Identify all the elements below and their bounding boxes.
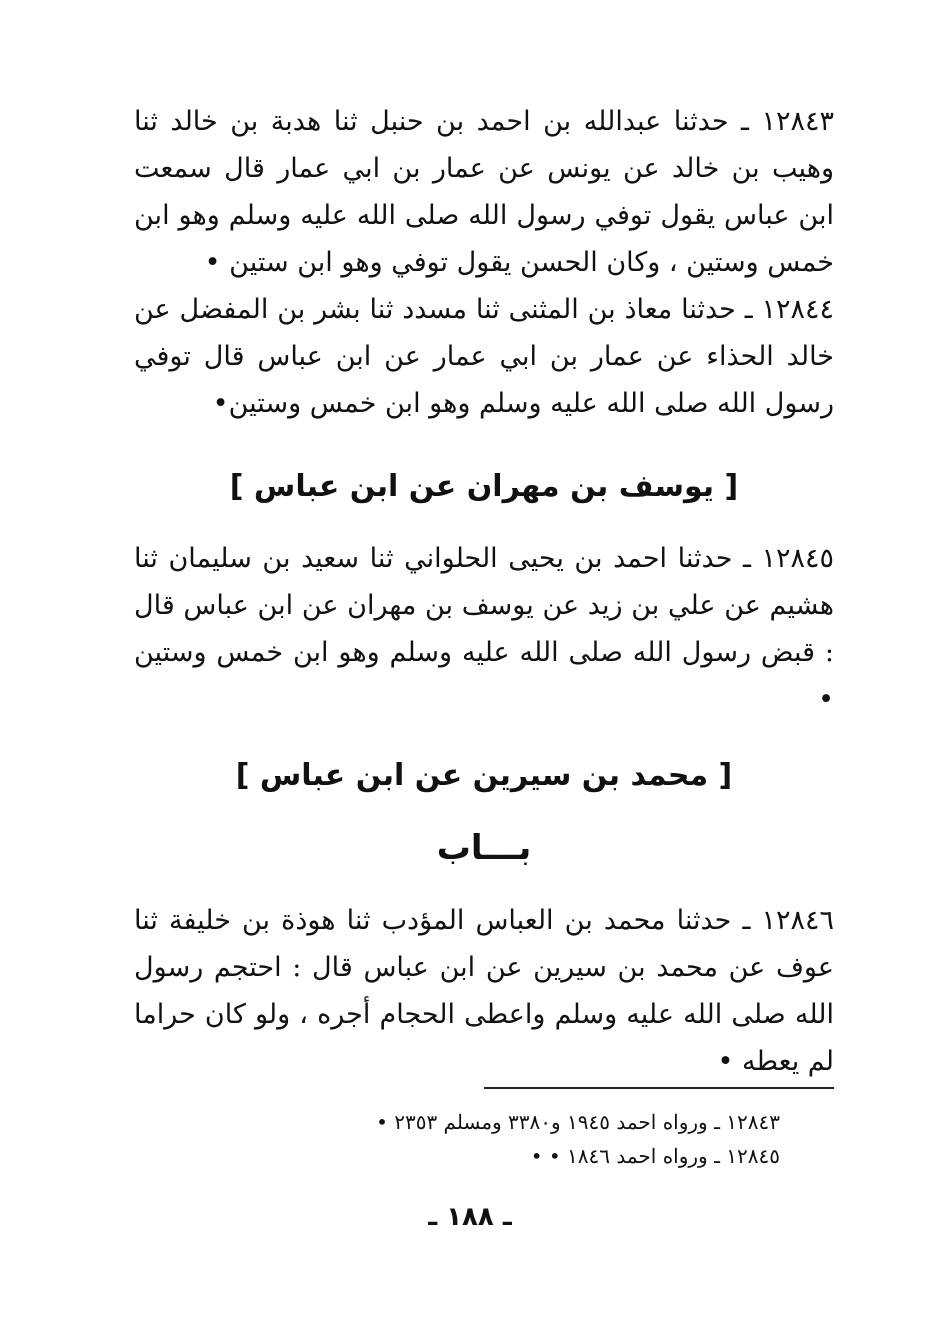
hadith-12844: ١٢٨٤٤ ـ حدثنا معاذ بن المثنى ثنا مسدد ثنا بشر بن المفضل عن خالد الحذاء عن عمار بن ابي عمار عن ابن عباس قال توفي رسول الله صلى الله عليه وسلم وهو ابن خمس وستين• bbox=[134, 294, 834, 419]
hadith-12846: ١٢٨٤٦ ـ حدثنا محمد بن العباس المؤدب ثنا هوذة بن خليفة ثنا عوف عن محمد بن سيرين عن ابن عباس قال : احتجم رسول الله صلى الله عليه وسلم واعطى الحجام أجره ، ولو كان حراما لم يعطه • bbox=[134, 905, 834, 1077]
footnote-divider bbox=[484, 1087, 834, 1089]
section-heading-yusuf: [ يوسف بن مهران عن ابن عباس ] bbox=[229, 469, 739, 504]
chapter-heading-bab: بـــاب bbox=[436, 828, 532, 868]
section-heading-muhammad: [ محمد بن سيرين عن ابن عباس ] bbox=[235, 758, 733, 793]
page-number: ـ ١٨٨ ـ bbox=[428, 1202, 512, 1232]
hadith-12843: ١٢٨٤٣ ـ حدثنا عبدالله بن احمد بن حنبل ثنا هدبة بن خالد ثنا وهيب بن خالد عن يونس عن عمار بن ابي عمار قال سمعت ابن عباس يقول توفي رسول الله صلى الله عليه وسلم وهو ابن خمس وستين ، وكان الحسن يقول توفي وهو ابن ستين • bbox=[134, 106, 834, 278]
footnote-12845: ١٢٨٤٥ ـ ورواه احمد ١٨٤٦ • • bbox=[530, 1144, 780, 1168]
hadith-12845: ١٢٨٤٥ ـ حدثنا احمد بن يحيى الحلواني ثنا سعيد بن سليمان ثنا هشيم عن علي بن زيد عن يوسف بن مهران عن ابن عباس قال : قبض رسول الله صلى الله عليه وسلم وهو ابن خمس وستين • bbox=[134, 543, 834, 715]
footnote-12843: ١٢٨٤٣ ـ ورواه احمد ١٩٤٥ و٣٣٨٠ ومسلم ٢٣٥٣ • bbox=[376, 1110, 780, 1134]
